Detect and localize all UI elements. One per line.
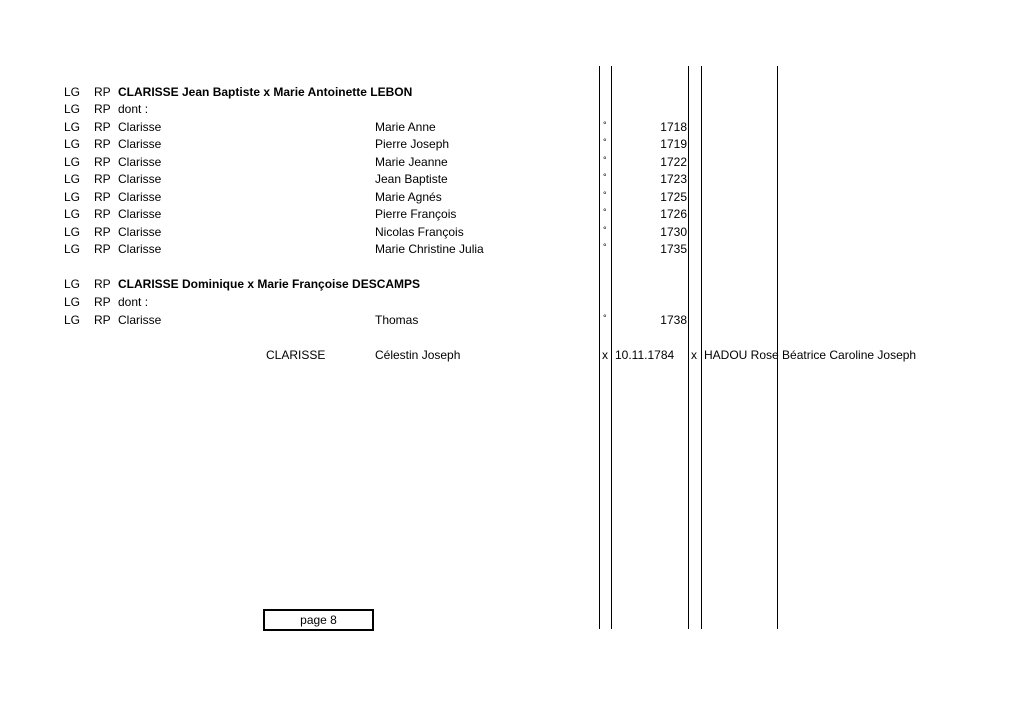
source-code: LG	[64, 120, 81, 134]
family-title: CLARISSE Dominique x Marie Françoise DESCAMPS	[118, 277, 421, 291]
child-surname: Clarisse	[118, 137, 162, 151]
child-row	[0, 136, 1024, 153]
register-code: RP	[94, 172, 111, 186]
source-code: LG	[64, 295, 81, 309]
register-code: RP	[94, 277, 111, 291]
birth-year: 1726	[660, 207, 687, 221]
register-code: RP	[94, 190, 111, 204]
marriage-row	[0, 347, 1024, 364]
child-given-name: Nicolas François	[375, 225, 464, 239]
marriage-surname: CLARISSE	[266, 348, 326, 362]
birth-mark: °	[603, 207, 607, 217]
birth-mark: °	[603, 190, 607, 200]
register-code: RP	[94, 313, 111, 327]
birth-year: 1735	[660, 242, 687, 256]
child-given-name: Pierre François	[375, 207, 457, 221]
register-code: RP	[94, 207, 111, 221]
source-code: LG	[64, 313, 81, 327]
register-code: RP	[94, 120, 111, 134]
register-code: RP	[94, 242, 111, 256]
source-code: LG	[64, 207, 81, 221]
child-given-name: Jean Baptiste	[375, 172, 448, 186]
child-given-name: Marie Anne	[375, 120, 436, 134]
child-surname: Clarisse	[118, 313, 162, 327]
child-given-name: Thomas	[375, 313, 419, 327]
child-surname: Clarisse	[118, 155, 162, 169]
birth-year: 1738	[660, 313, 687, 327]
marriage-date: 10.11.1784	[615, 348, 675, 362]
birth-mark: °	[603, 225, 607, 235]
dont-label: dont :	[118, 295, 149, 309]
child-given-name: Marie Christine Julia	[375, 242, 484, 256]
child-surname: Clarisse	[118, 207, 162, 221]
source-code: LG	[64, 190, 81, 204]
child-row	[0, 241, 1024, 258]
birth-year: 1723	[660, 172, 687, 186]
source-code: LG	[64, 137, 81, 151]
birth-year: 1725	[660, 190, 687, 204]
dont-row	[0, 101, 1024, 118]
register-code: RP	[94, 85, 111, 99]
family-header-row	[0, 84, 1024, 101]
child-surname: Clarisse	[118, 225, 162, 239]
birth-mark: °	[603, 155, 607, 165]
dont-label: dont :	[118, 102, 149, 116]
birth-year: 1719	[660, 137, 687, 151]
child-given-name: Marie Agnés	[375, 190, 442, 204]
child-surname: Clarisse	[118, 190, 162, 204]
child-row	[0, 119, 1024, 136]
birth-mark: °	[603, 172, 607, 182]
source-code: LG	[64, 277, 81, 291]
source-code: LG	[64, 172, 81, 186]
child-surname: Clarisse	[118, 120, 162, 134]
source-code: LG	[64, 225, 81, 239]
source-code: LG	[64, 102, 81, 116]
child-given-name: Marie Jeanne	[375, 155, 448, 169]
birth-year: 1722	[660, 155, 687, 169]
birth-year: 1718	[660, 120, 687, 134]
spouse-name: HADOU Rose Béatrice Caroline Joseph	[704, 348, 917, 362]
child-surname: Clarisse	[118, 172, 162, 186]
birth-mark: °	[603, 242, 607, 252]
marriage-mark: x	[602, 348, 608, 362]
family-header-row	[0, 276, 1024, 293]
child-row	[0, 171, 1024, 188]
register-code: RP	[94, 155, 111, 169]
source-code: LG	[64, 85, 81, 99]
child-row	[0, 154, 1024, 171]
marriage-given-name: Célestin Joseph	[375, 348, 461, 362]
source-code: LG	[64, 242, 81, 256]
child-row	[0, 312, 1024, 329]
marriage-mark: x	[691, 348, 697, 362]
register-code: RP	[94, 102, 111, 116]
birth-mark: °	[603, 137, 607, 147]
page-number-label: page 8	[300, 613, 337, 627]
child-given-name: Pierre Joseph	[375, 137, 450, 151]
child-surname: Clarisse	[118, 242, 162, 256]
source-code: LG	[64, 155, 81, 169]
child-row	[0, 224, 1024, 241]
child-row	[0, 189, 1024, 206]
register-code: RP	[94, 225, 111, 239]
birth-mark: °	[603, 120, 607, 130]
register-code: RP	[94, 137, 111, 151]
page-number-box	[263, 609, 374, 631]
birth-mark: °	[603, 313, 607, 323]
birth-year: 1730	[660, 225, 687, 239]
dont-row	[0, 294, 1024, 311]
register-code: RP	[94, 295, 111, 309]
family-title: CLARISSE Jean Baptiste x Marie Antoinette LEBON	[118, 85, 413, 99]
child-row	[0, 206, 1024, 223]
